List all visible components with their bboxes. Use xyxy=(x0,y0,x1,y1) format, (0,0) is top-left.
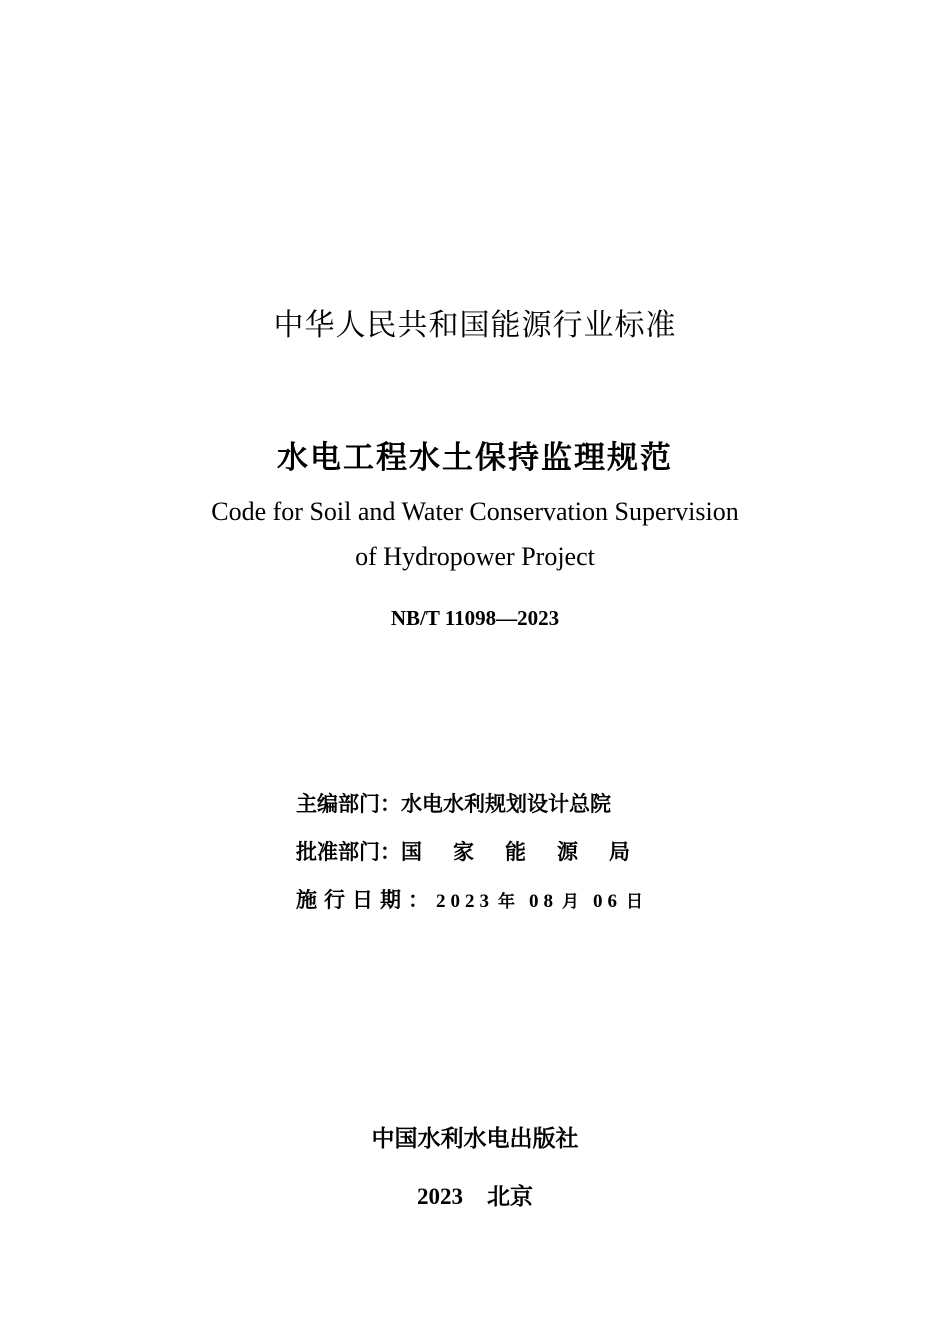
standard-category: 中华人民共和国能源行业标准 xyxy=(273,308,677,343)
publication-year: 2023 xyxy=(417,1184,463,1209)
editor-label: 主编部门： xyxy=(296,792,401,816)
approver-value: 国家能源局 xyxy=(401,840,661,864)
effective-month: 08 xyxy=(529,891,558,912)
effective-year: 2023 xyxy=(436,891,494,912)
editor-value: 水电水利规划设计总院 xyxy=(401,792,611,816)
approver-row xyxy=(296,837,661,885)
effective-date-label: 施行日期： xyxy=(296,888,436,912)
effective-day: 06 xyxy=(593,891,622,912)
publication-place xyxy=(0,1178,950,1211)
publication-info xyxy=(296,789,661,933)
editor-row xyxy=(296,789,661,837)
publisher-name: 中国水利水电出版社 xyxy=(371,1126,579,1152)
effective-date-row xyxy=(296,885,661,933)
document-title-chinese: 水电工程水土保持监理规范 xyxy=(277,440,673,476)
document-title-english-line1: Code for Soil and Water Conservation Supervision xyxy=(211,497,739,526)
month-unit: 月 xyxy=(562,892,579,912)
standard-code: NB/T 11098—2023 xyxy=(390,606,560,630)
year-unit: 年 xyxy=(498,892,515,912)
document-title-english-line2: of Hydropower Project xyxy=(355,542,595,571)
publication-city: 北京 xyxy=(487,1184,533,1210)
approver-label: 批准部门： xyxy=(296,840,401,864)
day-unit: 日 xyxy=(626,892,643,912)
